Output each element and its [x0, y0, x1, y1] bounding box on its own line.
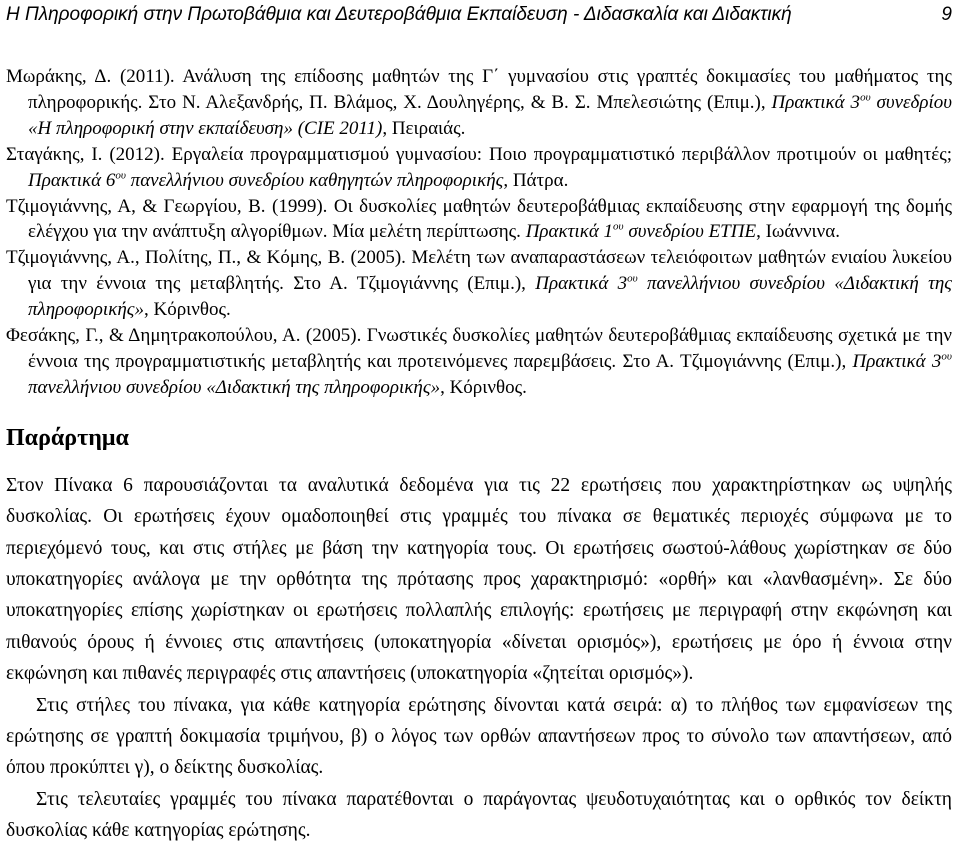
appendix-paragraph: Στον Πίνακα 6 παρουσιάζονται τα αναλυτικά δεδομένα για τις 22 ερωτήσεις που χαρακτηρίστηκαν ως υψηλής δυσκολίας. Οι ερωτήσεις έχουν ομαδοποιηθεί στις γραμμές του πίνακα σε θεματικές περιοχές σύμφωνα με το περιεχόμενό τους, και στις στήλες με βάση την κατηγορία τους. Οι ερωτήσεις σωστού-λάθους χωρίστηκαν σε δύο υποκατηγορίες ανάλογα με την ορθότητα της πρότασης προς χαρακτηρισμό: «ορθή» και «λανθασμένη». Σε δύο υποκατηγορίες επίσης χωρίστηκαν οι ερωτήσεις πολλαπλής επιλογής: ερωτήσεις με περιγραφή στην εκφώνηση και πιθανούς όρους ή έννοιες στις απαντήσεις (υποκατηγορία «δίνεται ορισμός»), ερωτήσεις με όρο ή έννοια στην εκφώνηση και πιθανές περιγραφές στις απαντήσεις (υποκατηγορία «ζητείται ορισμός»). — [6, 474, 952, 685]
appendix-heading: Παράρτημα — [6, 424, 129, 451]
reference-item: Τζιμογιάννης, Α, & Γεωργίου, Β. (1999). Οι δυσκολίες μαθητών δευτεροβάθμιας εκπαίδευσης στην εφαρμογή της δομής ελέγχου για την ανάπτυξη αλγορίθμων. Μία μελέτη περίπτωσης. Πρακτικά $1^{o\upsilon}$ συνεδρίου ΕΤΠΕ, Ιωάννινα. — [6, 195, 952, 243]
reference-item: Τζιμογιάννης, Α., Πολίτης, Π., & Κόμης, Β. (2005). Μελέτη των αναπαραστάσεων τελειόφοιτων μαθητών ενιαίου λυκείου για την έννοια της μεταβλητής. Στο Α. Τζιμογιάννης (Επιμ.), Πρακτικά $3^{o\upsilon}$ πανελλήνιου συνεδρίου «Διδακτική της πληροφορικής», Κόρινθος. — [6, 247, 953, 321]
appendix-paragraph: Στις τελευταίες γραμμές του πίνακα παρατέθονται ο παράγοντας ψευδοτυχαιότητας και ο ορθικός τον δείκτη δυσκολίας κάθε κατηγορίας ερώτησης. — [6, 788, 952, 842]
appendix-body — [6, 470, 952, 847]
reference-item: Μωράκης, Δ. (2011). Ανάλυση της επίδοσης μαθητών της Γ΄ γυμνασίου στις γραπτές δοκιμασίες του μαθήματος της πληροφορικής. Στο Ν. Αλεξανδρής, Π. Βλάμος, Χ. Δουληγέρης, & Β. Σ. Μπελεσιώτης (Επιμ.), Πρακτικά $3^{o\upsilon}$ συνεδρίου «Η πληροφορική στην εκπαίδευση» (CIE 2011), Πειραιάς. — [6, 66, 952, 139]
references-list — [6, 64, 960, 401]
running-header-title: Η Πληροφορική στην Πρωτοβάθμια και Δευτεροβάθμια Εκπαίδευση - Διδασκαλία και Διδακτική — [6, 4, 792, 25]
reference-item: Σταγάκης, Ι. (2012). Εργαλεία προγραμματισμού γυμνασίου: Ποιο προγραμματιστικό περιβάλλον προτιμούν οι μαθητές; Πρακτικά $6^{o\upsilon}$ πανελλήνιου συνεδρίου καθηγητών πληροφορικής, Πάτρα. — [6, 143, 952, 191]
page-number: 9 — [941, 4, 952, 25]
running-header — [6, 0, 960, 34]
appendix-paragraph: Στις στήλες του πίνακα, για κάθε κατηγορία ερώτησης δίνονται κατά σειρά: α) το πλήθος των εμφανίσεων της ερώτησης σε γραπτή δοκιμασία τριμήνου, β) ο λόγος των ορθών απαντήσεων προς το σύνολο των απαντήσεων, από όπου προκύπτει γ), ο δείκτης δυσκολίας. — [6, 694, 952, 779]
reference-item: Φεσάκης, Γ., & Δημητρακοπούλου, Α. (2005). Γνωστικές δυσκολίες μαθητών δευτεροβάθμιας εκπαίδευσης σχετικά με την έννοια της προγραμματιστικής μεταβλητής και προτεινόμενες παρεμβάσεις. Στο Α. Τζιμογιάννης (Επιμ.), Πρακτικά $3^{o\upsilon}$ πανελλήνιου συνεδρίου «Διδακτική της πληροφορικής», Κόρινθος. — [6, 325, 952, 398]
